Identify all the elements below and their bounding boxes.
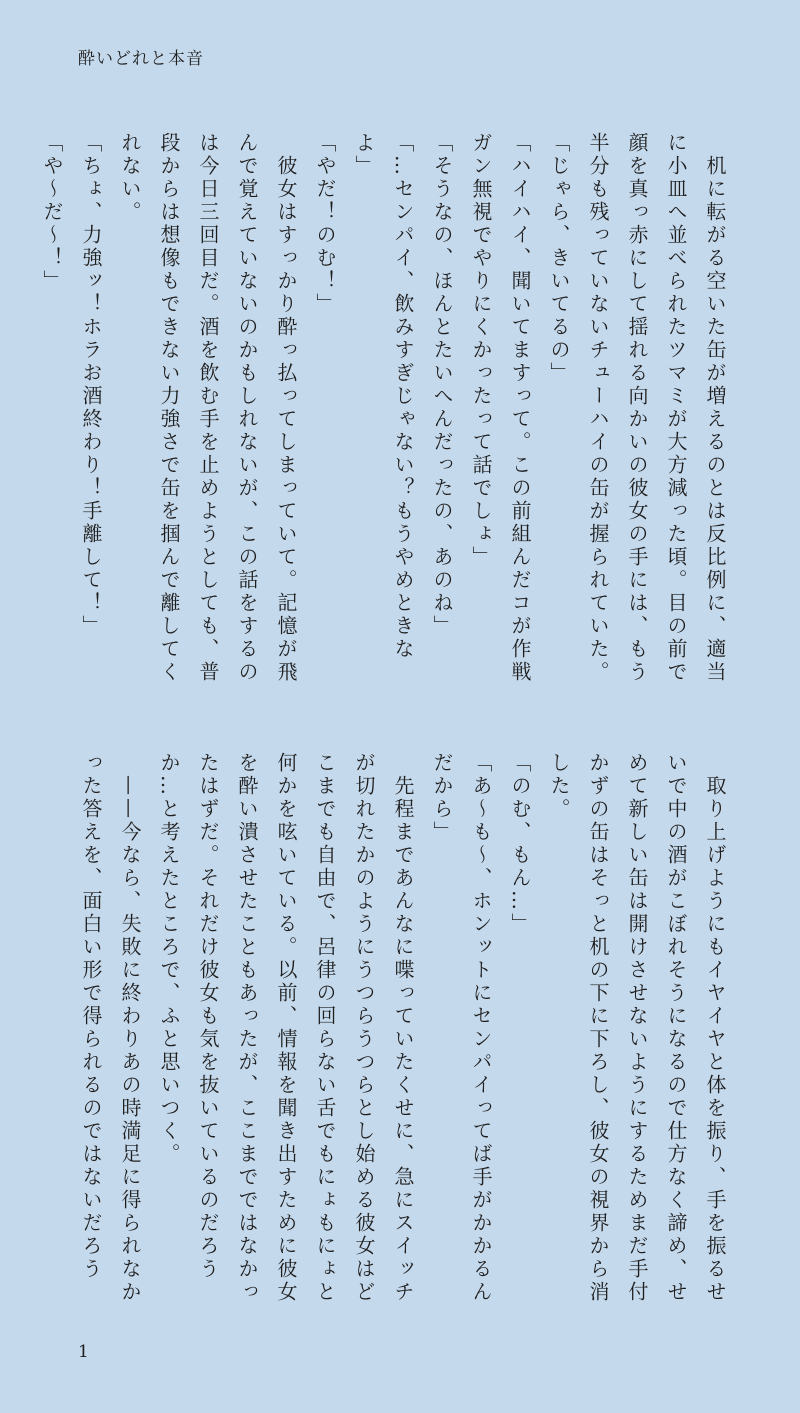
text-block-top: 机に転がる空いた缶が増えるのとは反比例に、適当に小皿へ並べられたツマミが大方減った頃。目の前で顔を真っ赤にして揺れる向かいの彼女の手には、もう半分も残っていないチューハイの缶が握られていた。 「じゃら、きいてるの」 「ハイハイ、聞いてますって。この前組んだコが作戦ガン無視でやりにくかったって話でしょ」 「そうなの、ほんとたいへんだったの、あのね」 「…センパイ、飲みすぎじゃない？もうやめときなよ」 「やだ！のむ！」 彼女はすっかり酔っ払ってしまっていて。記憶が飛んで覚えていないのかもしれないが、この話をするのは今日三回目だ。酒を飲む手を止めようとしても、普段からは想像もできない力強さで缶を掴んで離してくれない。 「ちょ、力強ッ！ホラお酒終わり！手離して！」 「や〜だ〜！」 — [40, 132, 727, 684]
page-title: 酔いどれと本音 — [78, 49, 204, 69]
text-block-bottom: 取り上げようにもイヤイヤと体を振り、手を振るせいで中の酒がこぼれそうになるので仕方なく諦め、せめて新しい缶は開けさせないようにするためまだ手付かずの缶はそっと机の下に下ろし、彼女の視界から消した。 「のむ、もん…」 「あ〜も〜、ホンットにセンパイってば手がかかるんだから」 先程まであんなに喋っていたくせに、急にスイッチが切れたかのようにうつらうつらとし始める彼女はどこまでも自由で、呂律の回らない舌でもにょもにょと何かを呟いている。以前、情報を聞き出すために彼女を酔い潰させたこともあったが、ここまでではなかったはずだ。それだけ彼女も気を抜いているのだろうか…と考えたところで、ふと思いつく。 ——今なら、失敗に終わりあの時満足に得られなかった答えを、面白い形で得られるのではないだろう — [79, 752, 727, 1304]
page-number: 1 — [78, 1342, 89, 1362]
